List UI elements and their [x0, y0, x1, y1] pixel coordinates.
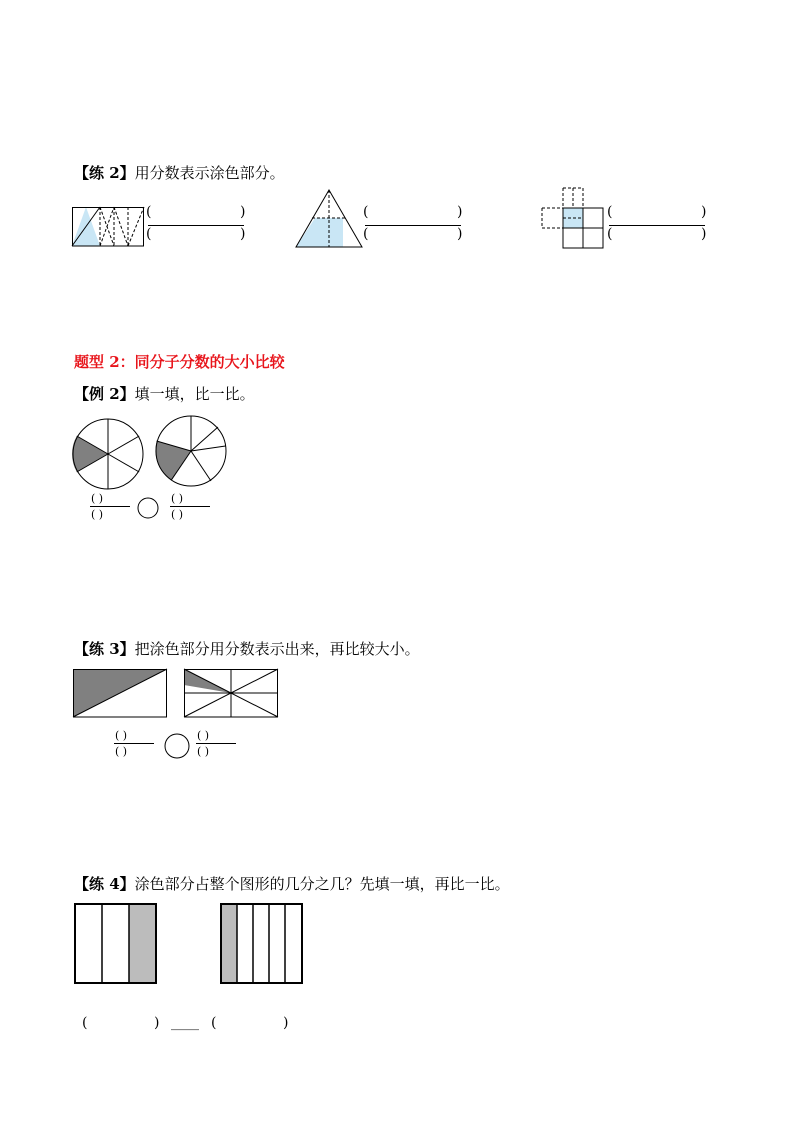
lian4-compare-blank[interactable]: ____ — [171, 1015, 199, 1031]
lian4-text: 涂色部分占整个图形的几分之几？先填一填，再比一比。 — [134, 875, 510, 893]
lian2-tag: 【练 2】 — [74, 164, 135, 182]
lian4-blank-left-open[interactable]: ( — [82, 1015, 88, 1031]
lian2-blank-3[interactable]: ( ) ( ) — [607, 204, 707, 242]
lian3-rect-right — [184, 669, 280, 719]
lian4-answer-row — [82, 1015, 302, 1037]
fraction-bar — [196, 743, 236, 744]
fraction-bar — [90, 506, 130, 507]
lian4-blank-left-close[interactable]: ) — [154, 1015, 160, 1031]
lian2-triangle-figure — [296, 190, 362, 248]
lian3-fraction-left[interactable]: ( ) ( ) — [114, 730, 156, 760]
lian3-fraction-right[interactable]: ( ) ( ) — [196, 730, 238, 760]
li2-fraction-right[interactable]: ( ) ( ) — [170, 493, 212, 523]
fraction-bar — [170, 506, 210, 507]
lian2-rect-figure — [72, 207, 144, 247]
lian4-blank-right-open[interactable]: ( — [211, 1015, 217, 1031]
lian4-rect-left — [74, 903, 158, 985]
lian4-heading — [74, 873, 510, 894]
lian2-text: 用分数表示涂色部分。 — [134, 164, 285, 182]
fraction-bar — [609, 225, 705, 226]
lian2-blank-2[interactable]: ( ) ( ) — [363, 204, 463, 242]
fraction-bar — [114, 743, 154, 744]
lian3-rect-left — [73, 669, 169, 719]
lian4-rect-right — [220, 903, 304, 985]
li2-tag: 【例 2】 — [74, 385, 135, 403]
lian3-tag: 【练 3】 — [74, 640, 135, 658]
li2-circle-right — [155, 415, 227, 487]
lian3-compare-circle[interactable] — [164, 733, 190, 759]
fraction-bar — [365, 225, 461, 226]
li2-fraction-left[interactable]: ( ) ( ) — [90, 493, 132, 523]
li2-compare-circle[interactable] — [137, 497, 159, 519]
li2-circle-left — [72, 418, 144, 490]
lian2-square-figure — [542, 188, 606, 248]
lian4-blank-right-close[interactable]: ) — [283, 1015, 289, 1031]
lian4-tag: 【练 4】 — [74, 875, 135, 893]
li2-text: 填一填，比一比。 — [134, 385, 255, 403]
lian2-blank-1[interactable]: ( ) ( ) — [146, 204, 246, 242]
li2-heading — [74, 383, 255, 404]
lian3-text: 把涂色部分用分数表示出来，再比较大小。 — [134, 640, 420, 658]
lian3-heading — [74, 638, 420, 659]
lian2-heading — [74, 162, 285, 183]
type2-title: 题型 2：同分子分数的大小比较 — [74, 353, 285, 371]
fraction-bar — [148, 225, 244, 226]
